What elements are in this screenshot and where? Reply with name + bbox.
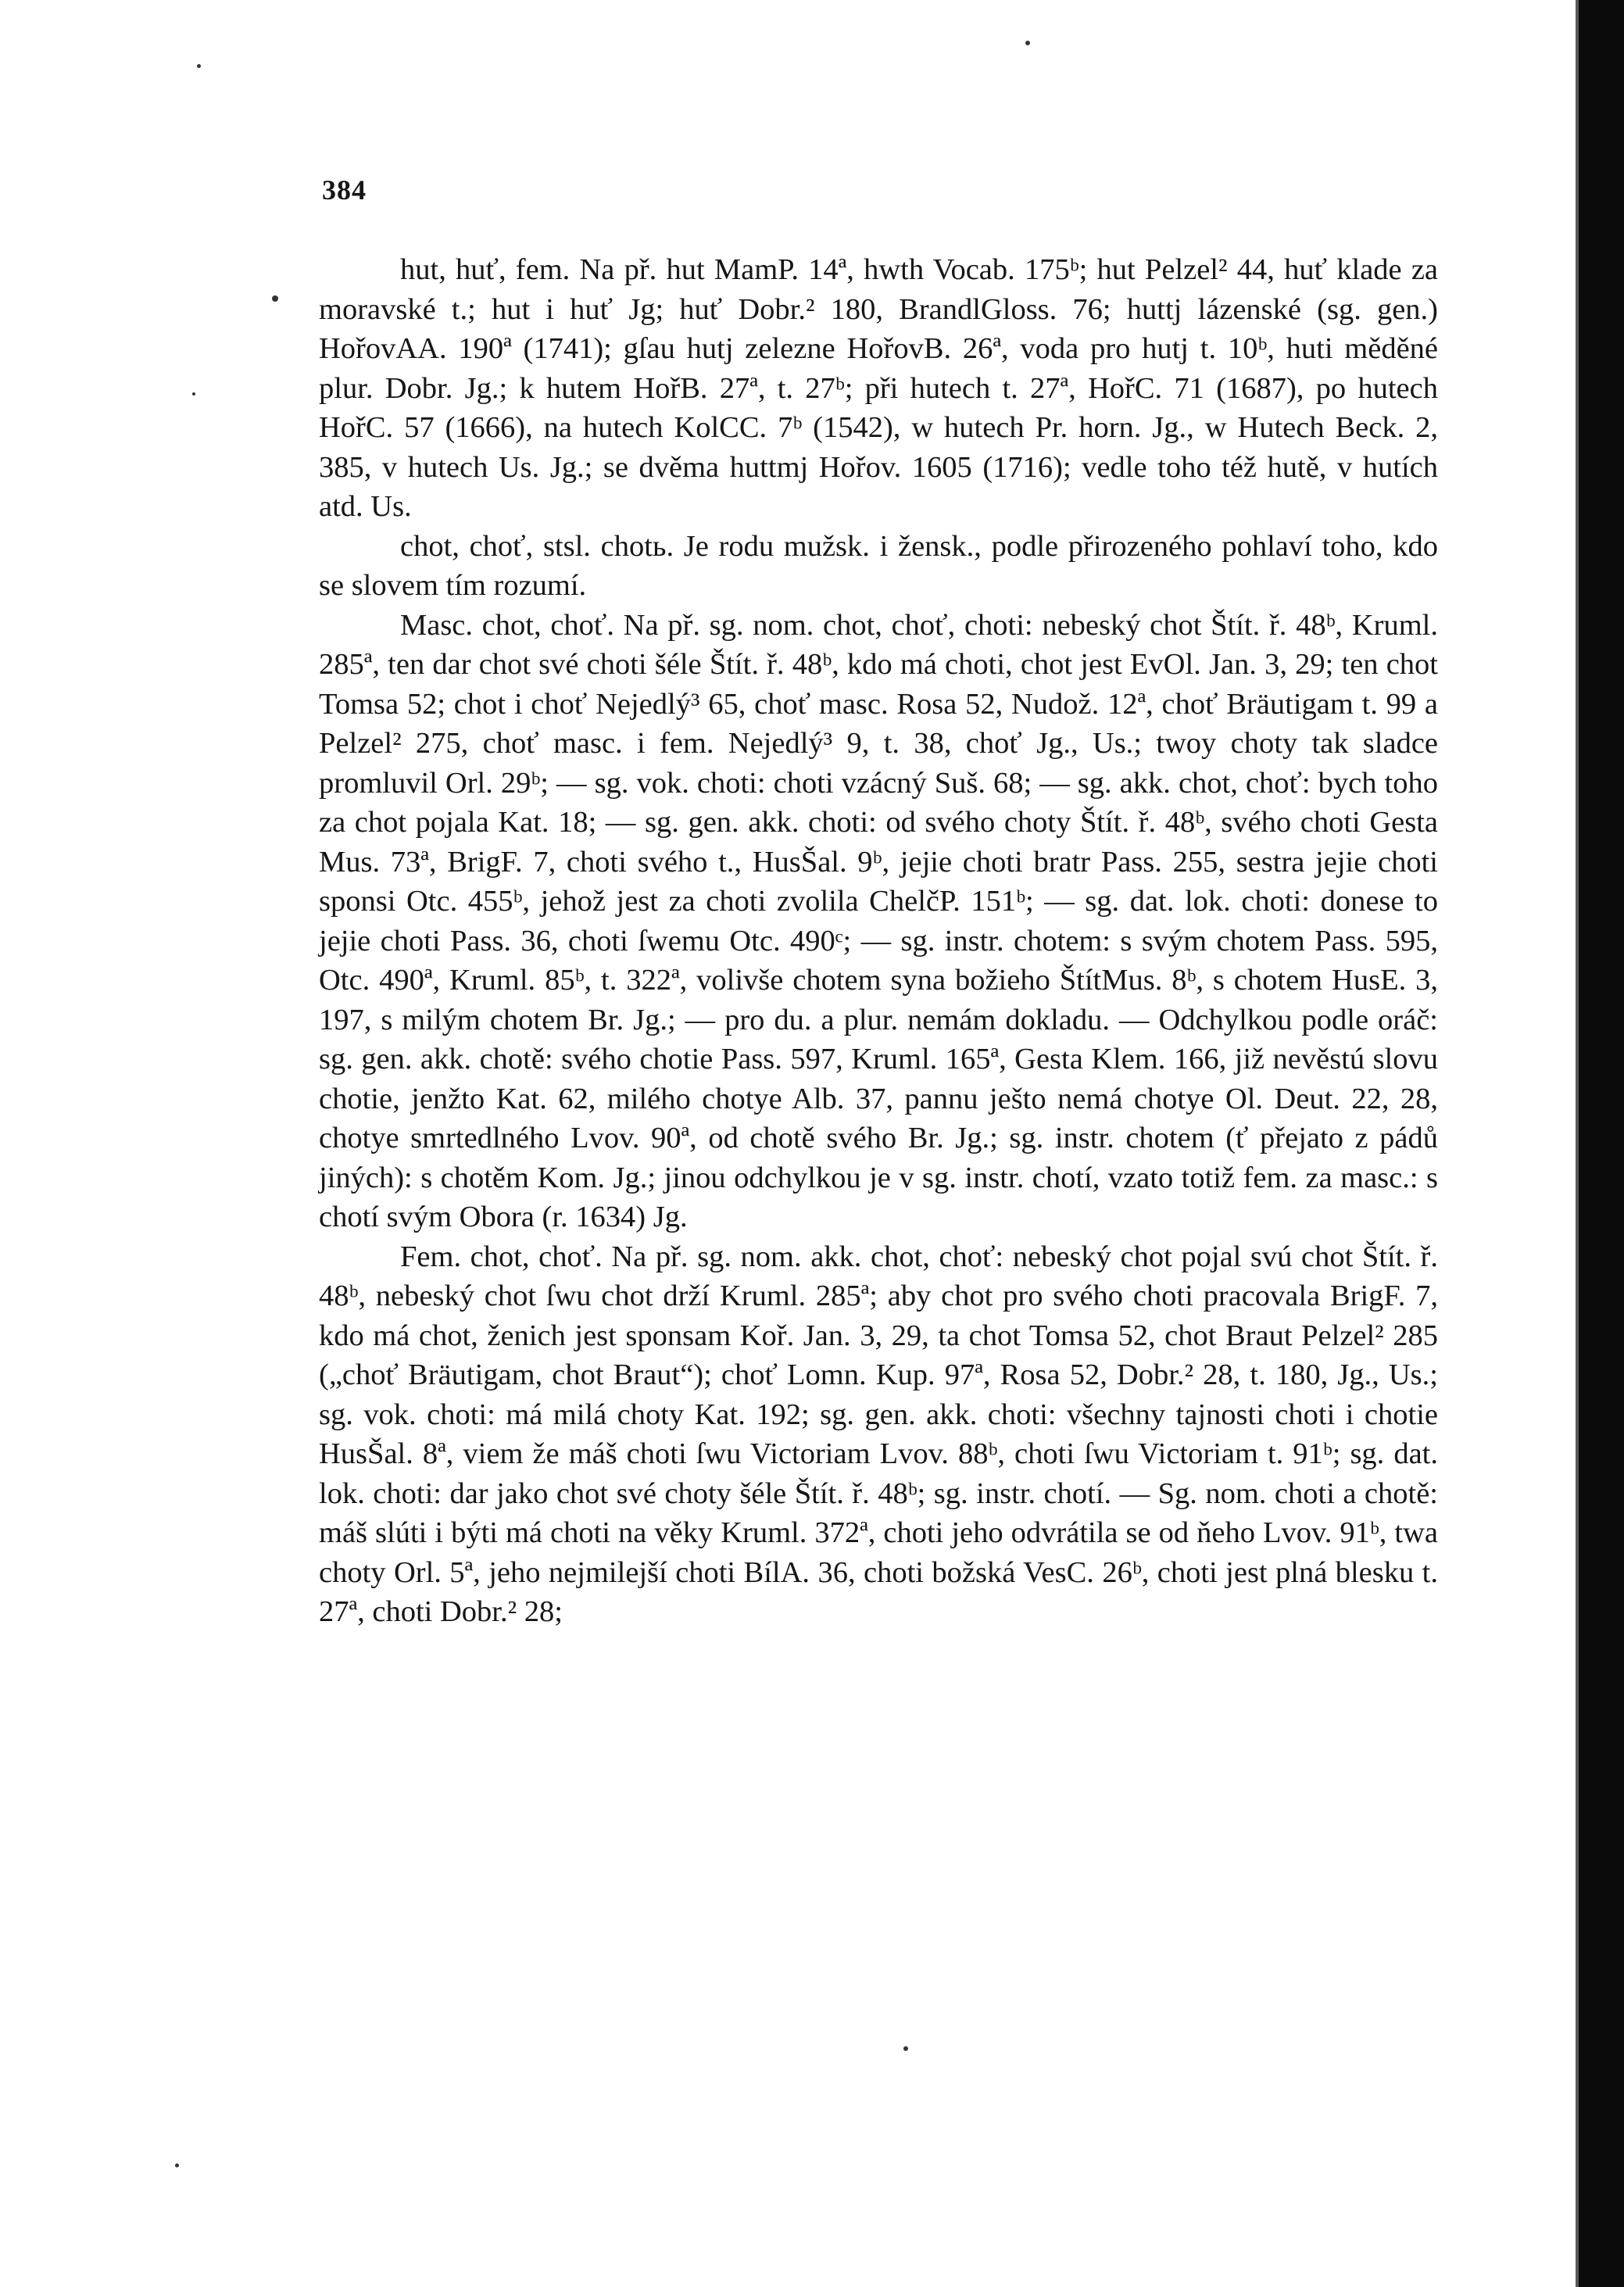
scan-border xyxy=(1579,0,1624,2287)
scan-speck xyxy=(197,64,201,68)
entry-hut-paragraph: hut, huť, fem. Na př. hut MamP. 14ª, hwth Vocab. 175ᵇ; hut Pelzel² 44, huť klade za moravské t.; hut i huť Jg; huť Dobr.² 180, BrandlGloss. 76; huttj lázenské (sg. gen.) HořovAA. 190ª (1741); gſau hutj zelezne HořovB. 26ª, voda pro hutj t. 10ᵇ, huti měděné plur. Dobr. Jg.; k hutem HořB. 27ª, t. 27ᵇ; při hutech t. 27ª, HořC. 71 (1687), po hutech HořC. 57 (1666), na hutech KolCC. 7ᵇ (1542), w hutech Pr. horn. Jg., w Hutech Beck. 2, 385, v hutech Us. Jg.; se dvěma huttmj Hořov. 1605 (1716); vedle toho též hutě, v hutích atd. Us. xyxy=(319,253,1438,523)
masculine-paragraph: Masc. chot, choť. Na př. sg. nom. chot, choť, choti: nebeský chot Štít. ř. 48ᵇ, Kruml. 285ª, ten dar chot své choti šéle Štít. ř. 48ᵇ, kdo má choti, chot jest EvOl. Jan. 3, 29; ten chot Tomsa 52; chot i choť Nejedlý³ 65, choť masc. Rosa 52, Nudož. 12ª, choť Bräutigam t. 99 a Pelzel² 275, choť masc. i fem. Nejedlý³ 9, t. 38, choť Jg., Us.; twoy choty tak sladce promluvil Orl. 29ᵇ; — sg. vok. choti: choti vzácný Suš. 68; — sg. akk. chot, choť: bych toho za chot pojala Kat. 18; — sg. gen. akk. choti: od svého choty Štít. ř. 48ᵇ, svého choti Gesta Mus. 73ª, BrigF. 7, choti svého t., HusŠal. 9ᵇ, jejie choti bratr Pass. 255, sestra jejie choti sponsi Otc. 455ᵇ, jehož jest za choti zvolila ChelčP. 151ᵇ; — sg. dat. lok. choti: donese to jejie choti Pass. 36, choti ſwemu Otc. 490ᶜ; — sg. instr. chotem: s svým chotem Pass. 595, Otc. 490ª, Kruml. 85ᵇ, t. 322ª, volivše chotem syna božieho ŠtítMus. 8ᵇ, s chotem HusE. 3, 197, s milým chotem Br. Jg.; — pro du. a plur. nemám dokladu. — Odchylkou podle oráč: sg. gen. akk. chotě: svého chotie Pass. 597, Kruml. 165ª, Gesta Klem. 166, již nevěstú slovu chotie, jenžto Kat. 62, milého chotye Alb. 37, pannu ještо nemá chotye Ol. Deut. 22, 28, chotye smrtedlného Lvov. 90ª, od chotě svého Br. Jg.; sg. instr. chotem (ť přejato z pádů jiných): s chotěm Kom. Jg.; jinou odchylkou je v sg. instr. chotí, vzato totiž fem. za masc.: s chotí svým Obora (r. 1634) Jg. xyxy=(319,608,1438,1233)
scan-speck xyxy=(1025,41,1030,45)
feminine-paragraph: Fem. chot, choť. Na př. sg. nom. akk. chot, choť: nebeský chot pojal svú chot Štít. ř. 48ᵇ, nebeský chot ſwu chot drží Kruml. 285ª; aby chot pro svého choti pracovala BrigF. 7, kdo má chot, ženich jest sponsam Koř. Jan. 3, 29, ta chot Tomsa 52, chot Braut Pelzel² 285 („choť Bräutigam, chot Braut“); choť Lomn. Kup. 97ª, Rosa 52, Dobr.² 28, t. 180, Jg., Us.; sg. vok. choti: má milá choty Kat. 192; sg. gen. akk. choti: všechny tajnosti choti i chotie HusŠal. 8ª, viem že máš choti ſwu Victoriam Lvov. 88ᵇ, choti ſwu Victoriam t. 91ᵇ; sg. dat. lok. choti: dar jako chot své choty šéle Štít. ř. 48ᵇ; sg. instr. chotí. — Sg. nom. choti a chotě: máš slúti i býti má choti na věky Kruml. 372ª, choti jeho odvrátila se od ňeho Lvov. 91ᵇ, twa choty Orl. 5ª, jeho nejmilejší choti BílA. 36, choti božská VesC. 26ᵇ, choti jest plná blesku t. 27ª, choti Dobr.² 28; xyxy=(319,1240,1438,1628)
page-body xyxy=(319,250,1438,1632)
scan-speck xyxy=(192,392,195,395)
scan-speck xyxy=(175,2164,179,2167)
scan-speck xyxy=(903,2046,908,2051)
page-number: 384 xyxy=(322,174,367,206)
entry-chot-paragraph: chot, choť, stsl. chotь. Je rodu mužsk. i žensk., podle přirozeného pohlaví toho, kdo se slovem tím rozumí. xyxy=(319,529,1438,602)
scan-border-edge xyxy=(1576,0,1579,2287)
scan-speck xyxy=(272,295,278,302)
